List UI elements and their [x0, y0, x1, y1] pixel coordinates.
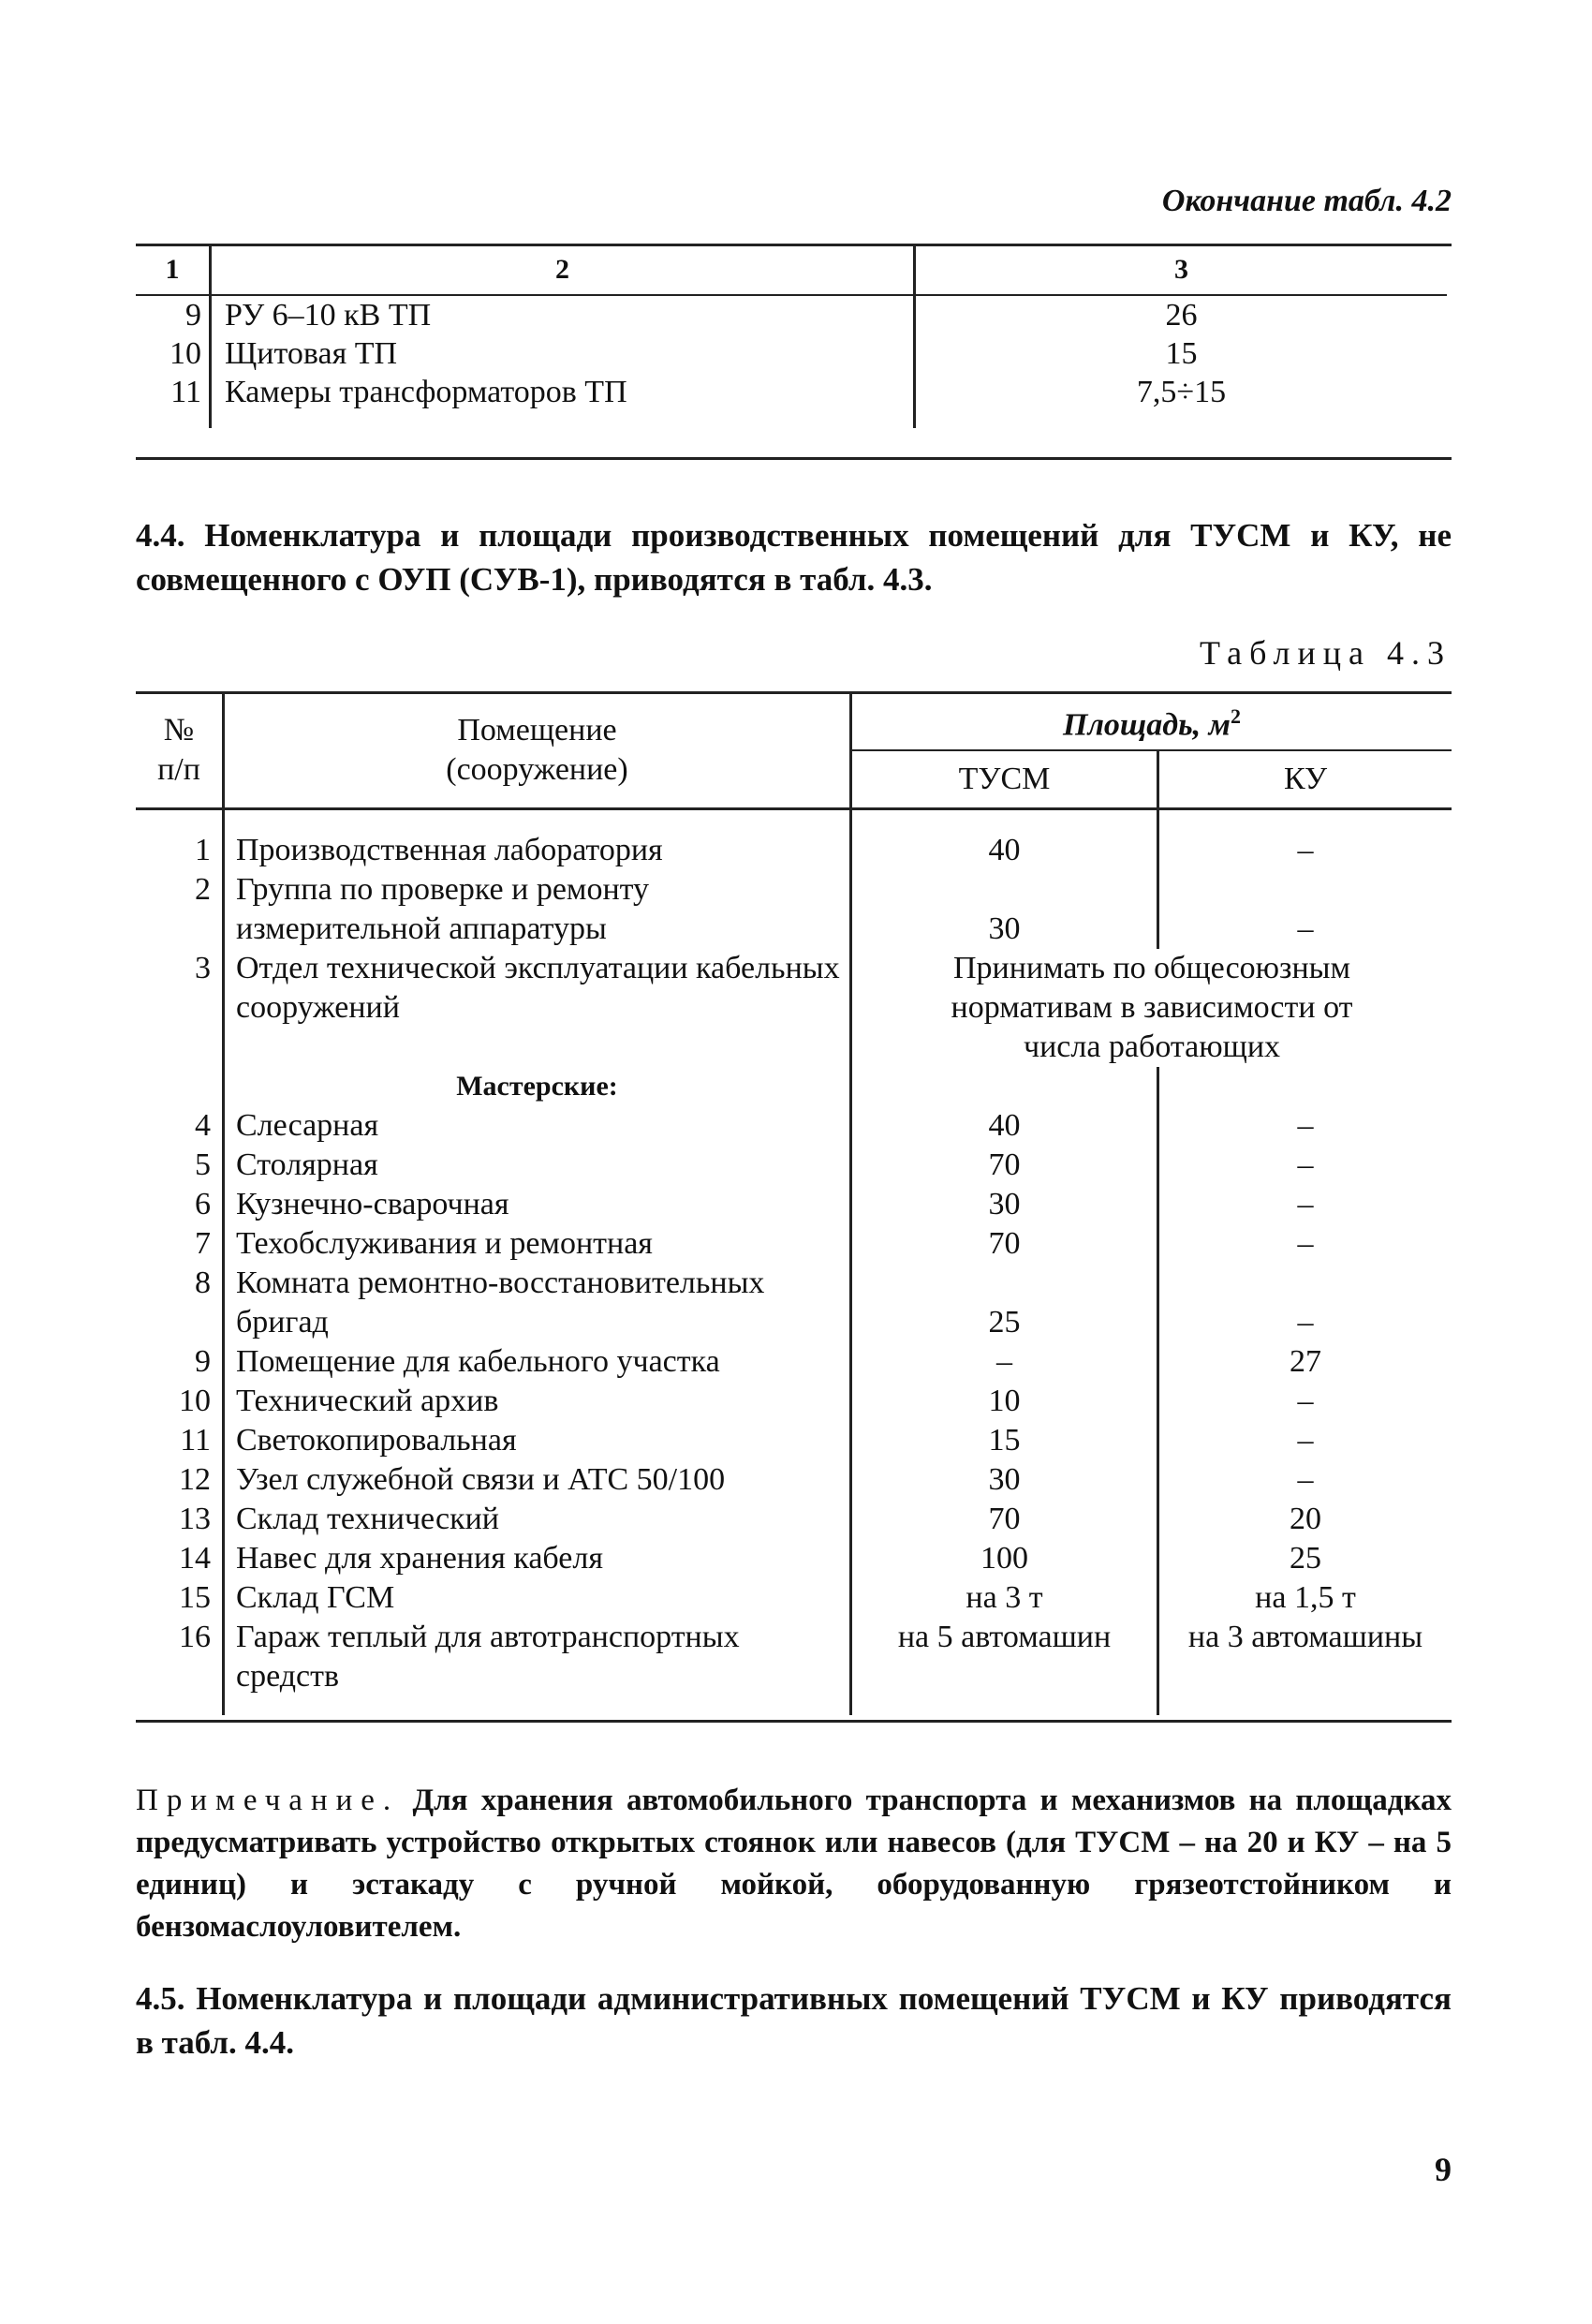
row-name: Комната ремонтно-восстановительных бригад	[224, 1264, 851, 1342]
row-name: Производственная лаборатория	[224, 809, 851, 871]
row-name: Отдел технической эксплуатации кабельных сооружений	[224, 949, 851, 1067]
header-area-cell	[851, 693, 1452, 750]
table-row	[136, 1578, 1452, 1618]
row-name: Светокопировальная	[224, 1421, 851, 1460]
row-tusm: 70	[851, 1500, 1158, 1539]
header-area-sup: 2	[1230, 704, 1241, 729]
row-ku: 27	[1290, 1344, 1321, 1379]
table-row	[136, 1382, 1452, 1421]
page-number: 9	[1435, 2151, 1452, 2188]
row-number: 9	[136, 1342, 224, 1382]
header-room-cell	[224, 693, 851, 809]
row-name: Склад ГСМ	[224, 1578, 851, 1618]
table-4-3	[136, 693, 1452, 1715]
row-number: 2	[136, 870, 224, 949]
row-tusm: 10	[851, 1382, 1158, 1421]
row-ku: –	[1297, 1305, 1314, 1340]
row-number: 7	[136, 1224, 224, 1264]
header-number-line2: п/п	[157, 752, 200, 787]
row-number: 10	[136, 1382, 224, 1421]
row-ku: –	[1297, 911, 1314, 946]
header-number-line1: №	[163, 713, 195, 748]
row-tusm: 40	[851, 809, 1158, 871]
table-row	[136, 373, 1447, 428]
row-name: Камеры трансформаторов ТП	[211, 373, 915, 428]
row-number	[136, 1067, 224, 1106]
row-number: 5	[136, 1146, 224, 1185]
table-row	[136, 334, 1447, 373]
row-merged-note: Принимать по общесоюзным нормативам в зависимости от числа работающих	[951, 951, 1353, 1064]
row-tusm: 30	[851, 870, 1158, 949]
row-ku: –	[1297, 1226, 1314, 1261]
row-number: 1	[136, 809, 224, 871]
row-tusm: 15	[851, 1421, 1158, 1460]
row-name: Навес для хранения кабеля	[224, 1539, 851, 1578]
table-section-row	[136, 1067, 1452, 1106]
row-number: 4	[136, 1106, 224, 1146]
table-4-3-caption: Таблица 4.3	[1200, 634, 1452, 672]
row-tusm: 40	[851, 1106, 1158, 1146]
row-ku: –	[1297, 1187, 1314, 1221]
row-ku: –	[1297, 1462, 1314, 1497]
row-tusm: 70	[851, 1224, 1158, 1264]
table-4-2-bottom-rule	[136, 457, 1452, 460]
continuation-caption: Окончание табл. 4.2	[1161, 184, 1452, 218]
empty-cell	[1158, 1067, 1452, 1106]
row-number: 11	[136, 1421, 224, 1460]
table-row	[136, 1539, 1452, 1578]
empty-cell	[851, 1067, 1158, 1106]
row-name: Узел служебной связи и АТС 50/100	[224, 1460, 851, 1500]
table-4-2-header-1: 1	[136, 245, 211, 295]
row-name: Кузнечно-сварочная	[224, 1185, 851, 1224]
header-room-line2: (сооружение)	[446, 752, 628, 787]
row-name: РУ 6–10 кВ ТП	[211, 295, 915, 334]
row-name: Слесарная	[224, 1106, 851, 1146]
row-number: 9	[136, 295, 211, 334]
row-name: Щитовая ТП	[211, 334, 915, 373]
table-row	[136, 1106, 1452, 1146]
table-row	[136, 1224, 1452, 1264]
row-name: Группа по проверке и ремонту измерительной аппаратуры	[224, 870, 851, 949]
row-number: 15	[136, 1578, 224, 1618]
table-row	[136, 870, 1452, 949]
row-tusm: на 5 автомашин	[851, 1618, 1158, 1715]
table-4-3-bottom-rule	[136, 1720, 1452, 1723]
row-value: 26	[1165, 298, 1198, 333]
table-row	[136, 1500, 1452, 1539]
table-4-2-header-2: 2	[211, 245, 915, 295]
row-tusm: 100	[851, 1539, 1158, 1578]
row-number: 10	[136, 334, 211, 373]
header-ku: КУ	[1158, 750, 1452, 809]
row-number: 6	[136, 1185, 224, 1224]
header-tusm: ТУСМ	[851, 750, 1158, 809]
table-row	[136, 1342, 1452, 1382]
row-name: Гараж теплый для автотранспортных средств	[224, 1618, 851, 1715]
paragraph-4-4: 4.4. Номенклатура и площади производственных помещений для ТУСМ и КУ, не совмещенного с ОУП (СУВ-1), приводятся в табл. 4.3.	[136, 517, 1452, 598]
row-ku: 25	[1290, 1541, 1321, 1576]
row-tusm: 70	[851, 1146, 1158, 1185]
row-number: 16	[136, 1618, 224, 1715]
row-tusm: 30	[851, 1185, 1158, 1224]
row-ku: 20	[1290, 1502, 1321, 1536]
row-tusm: 25	[851, 1264, 1158, 1342]
row-number: 13	[136, 1500, 224, 1539]
table-row	[136, 1185, 1452, 1224]
table-row	[136, 1460, 1452, 1500]
table-row	[136, 295, 1447, 334]
header-room-line1: Помещение	[457, 713, 617, 748]
row-ku: –	[1297, 1423, 1314, 1458]
row-tusm: на 3 т	[851, 1578, 1158, 1618]
note-text: Для хранения автомобильного транспорта и механизмов на площадках предусматривать устройство открытых стоянок или навесов (для ТУСМ – на 20 и КУ – на 5 единиц) и эстакаду с ручной мойкой, оборудованную грязеотстойником и бензомаслоуловителем.	[136, 1784, 1452, 1944]
table-4-2-header-row	[136, 245, 1447, 295]
row-ku: –	[1297, 833, 1314, 867]
row-name: Столярная	[224, 1146, 851, 1185]
table-4-2	[136, 245, 1447, 428]
row-number: 12	[136, 1460, 224, 1500]
row-name: Технический архив	[224, 1382, 851, 1421]
table-row	[136, 1264, 1452, 1342]
row-ku: –	[1297, 1108, 1314, 1143]
note-paragraph	[136, 1780, 1452, 1948]
row-value: 15	[1165, 336, 1198, 371]
row-ku: –	[1297, 1384, 1314, 1418]
row-tusm: 30	[851, 1460, 1158, 1500]
row-number: 11	[136, 373, 211, 428]
table-row	[136, 1618, 1452, 1715]
row-tusm: –	[851, 1342, 1158, 1382]
row-ku: –	[1297, 1147, 1314, 1182]
row-value: 7,5÷15	[1136, 375, 1227, 409]
table-4-3-header-row-1	[136, 693, 1452, 750]
table-row	[136, 1421, 1452, 1460]
row-ku: на 1,5 т	[1255, 1580, 1356, 1615]
row-name: Помещение для кабельного участка	[224, 1342, 851, 1382]
header-number-cell	[136, 693, 224, 809]
table-4-2-header-3: 3	[915, 245, 1448, 295]
table-row	[136, 1146, 1452, 1185]
note-label: Примечание.	[136, 1784, 400, 1817]
table-row	[136, 809, 1452, 871]
table-row	[136, 949, 1452, 1067]
row-number: 14	[136, 1539, 224, 1578]
header-area: Площадь, м	[1063, 707, 1231, 743]
paragraph-4-5: 4.5. Номенклатура и площади административных помещений ТУСМ и КУ приводятся в табл. 4.4.	[136, 1980, 1452, 2061]
section-workshops: Мастерские:	[224, 1067, 851, 1106]
row-number: 3	[136, 949, 224, 1067]
row-name: Склад технический	[224, 1500, 851, 1539]
row-name: Техобслуживания и ремонтная	[224, 1224, 851, 1264]
row-ku: на 3 автомашины	[1187, 1620, 1423, 1654]
row-number: 8	[136, 1264, 224, 1342]
